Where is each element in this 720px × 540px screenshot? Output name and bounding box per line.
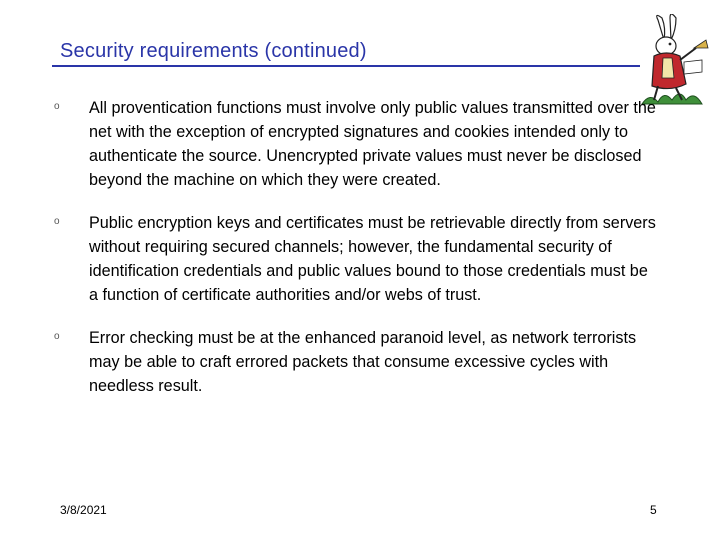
page-number: 5: [650, 503, 657, 517]
bullet-marker: o: [54, 216, 60, 227]
bullet-item: [54, 326, 664, 398]
bullet-text: Error checking must be at the enhanced paranoid level, as network terrorists may be able to craft errored packets that consume excessive cycles with needless result.: [89, 329, 637, 395]
bullet-text: Public encryption keys and certificates must be retrievable directly from servers without requiring secured channels; however, the fundamental security of identification credentials and public values bound to those credentials must be a function of certificate authorities and/or webs of trust.: [89, 214, 656, 304]
slide-title: Security requirements (continued): [60, 40, 367, 62]
bullet-item: [54, 96, 664, 192]
bullet-marker: o: [54, 331, 60, 342]
title-underline: [52, 65, 640, 67]
bullet-marker: o: [54, 101, 60, 112]
bullet-item: [54, 211, 664, 307]
footer-date: 3/8/2021: [60, 503, 107, 517]
bullet-list: [54, 96, 664, 417]
bullet-text: All proventication functions must involve only public values transmitted over the net with the exception of encrypted signatures and cookies intended only to authenticate the source. Unencrypted private values must never be disclosed beyond the machine on which they were created.: [89, 99, 656, 189]
